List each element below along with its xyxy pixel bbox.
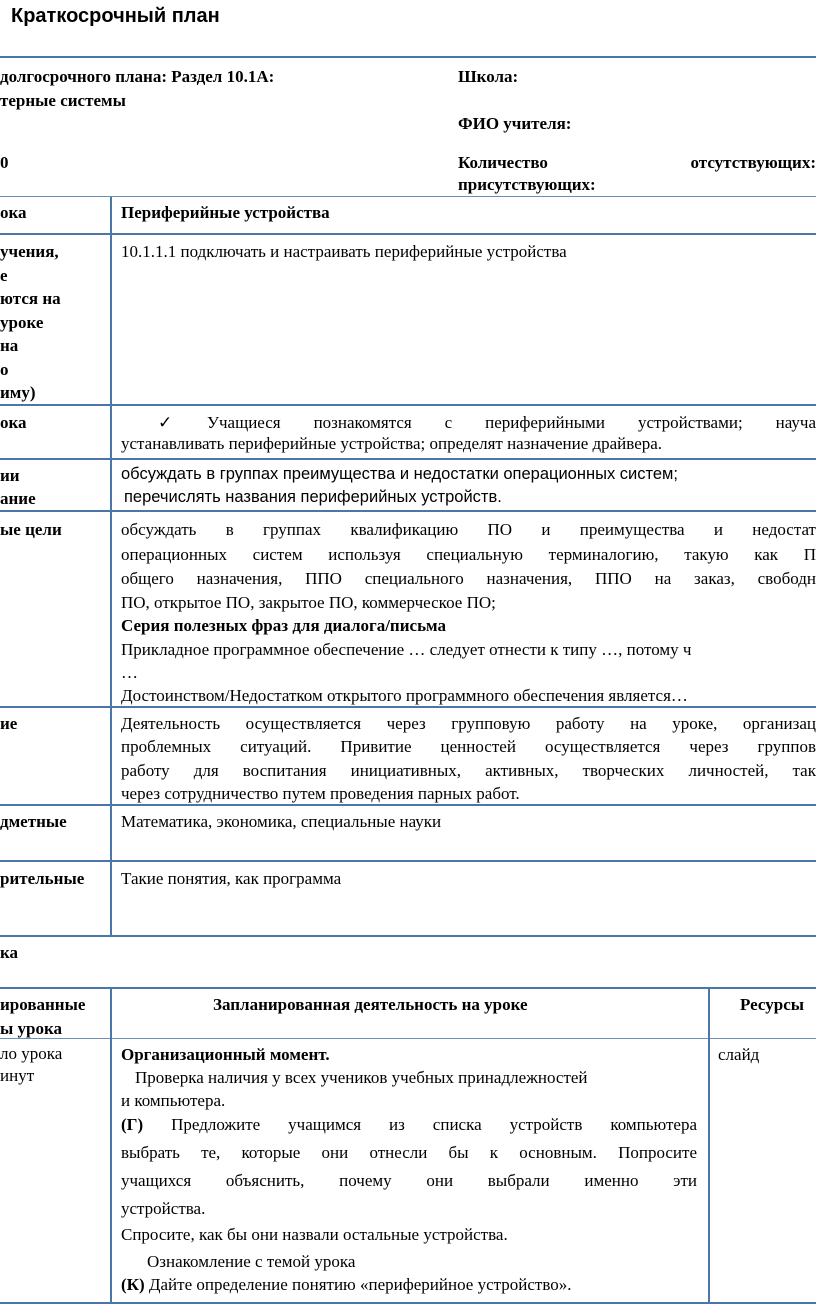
phrases-title: Серия полезных фраз для диалога/письма [121,616,447,635]
row-divider [0,860,816,862]
values-line: Деятельность осуществляется через групповую работу на уроке, организац [121,714,816,733]
plan-table-bottom [0,1302,816,1304]
table-border-bottom [0,935,816,937]
values-line: работу для воспитания инициативных, активных, творческих личностей, так [121,761,816,780]
phrase-line: … [121,663,138,682]
activity-header: Запланированная деятельность на уроке [213,995,528,1014]
language-line: ПО, открытое ПО, закрытое ПО, коммерческое ПО; [121,593,496,612]
row-divider [0,233,816,235]
criteria-label: ии ание [0,466,36,508]
values-line: через сотрудничество путем проведения парных работ. [121,784,520,803]
task-g-line: учащихся объяснить, почему они выбрали именно эти [121,1171,697,1190]
objectives-value: 10.1.1.1 подключать и настраивать периферийные устройства [121,242,567,261]
language-line: операционных систем используя специальную терминалогию, такую как П [121,545,816,564]
stage-label: ло урока инут [0,1044,63,1085]
intro-line: Ознакомление с темой урока [147,1252,356,1271]
column-divider [708,988,710,1304]
column-divider [110,197,112,937]
present-label: присутствующих: [458,175,596,194]
language-goals-label: ые цели [0,520,62,539]
plan-table-top [0,987,816,989]
cross-curricular-value: Математика, экономика, специальные науки [121,812,442,831]
task-g-line: устройства. [121,1199,206,1218]
row-divider [0,404,816,406]
plan-heading: ка [0,943,19,962]
checkmark-icon: ✓ [158,413,201,432]
values-line: проблемных ситуаций. Привитие ценностей осуществляется через группов [121,737,816,756]
column-divider [110,988,112,1304]
page-title: Краткосрочный план [11,5,220,27]
cross-curricular-label: дметные [0,812,67,831]
topic-value: Периферийные устройства [121,203,330,222]
task-g-line: выбрать те, которые они отнесли бы к основным. Попросите [121,1143,697,1162]
teacher-label: ФИО учителя: [458,114,572,133]
row-divider [0,510,816,512]
resource-value: слайд [718,1045,760,1064]
ask-line: Спросите, как бы они назвали остальные устройства. [121,1225,508,1244]
table-border-top [0,56,816,58]
absent-label: Количество отсутствующих: [458,153,816,172]
task-g-line: (Г) Предложите учащимся из списка устройств компьютера [121,1115,697,1134]
language-line: обсуждать в группах квалификацию ПО и преимущества и недостат [121,520,816,539]
row-divider [0,196,816,197]
resources-header: Ресурсы [740,995,805,1014]
org-line: и компьютера. [121,1091,226,1110]
row-divider [0,458,816,460]
criteria-line: перечислять названия периферийных устройств. [124,488,502,506]
phrase-line: Прикладное программное обеспечение … следует отнести к типу …, потому ч [121,640,692,659]
language-line: общего назначения, ППО специального назначения, ППО на заказ, свободн [121,569,816,588]
stage-header: ированные ы урока [0,995,86,1038]
phrase-line: Достоинством/Недостатком открытого программного обеспечения является… [121,686,688,705]
section-subtitle: терные системы [0,91,126,110]
task-k-line: (К) Дайте определение понятию «периферийное устройство». [121,1275,572,1294]
grade-label: 0 [0,153,9,172]
goals-label: ока [0,413,27,432]
org-line: Проверка наличия у всех учеников учебных принадлежностей [135,1068,588,1087]
section-label: долгосрочного плана: Раздел 10.1А: [0,67,275,86]
goals-line: ✓ Учащиеся познакомятся с периферийными устройствами; науча [158,413,816,432]
org-moment-title: Организационный момент. [121,1045,330,1064]
criteria-line: обсуждать в группах преимущества и недостатки операционных систем; [121,465,678,483]
school-label: Школа: [458,67,519,86]
collective-marker: (К) [121,1275,145,1294]
plan-table-header-divider [0,1038,816,1039]
prior-learning-value: Такие понятия, как программа [121,869,342,888]
topic-label: ока [0,203,27,222]
goals-line: устанавливать периферийные устройства; определят назначение драйвера. [121,434,663,453]
group-marker: (Г) [121,1115,144,1134]
values-label: ие [0,714,18,733]
objectives-label: учения, е ются на уроке на о иму) [0,242,61,402]
prior-learning-label: рительные [0,869,85,888]
